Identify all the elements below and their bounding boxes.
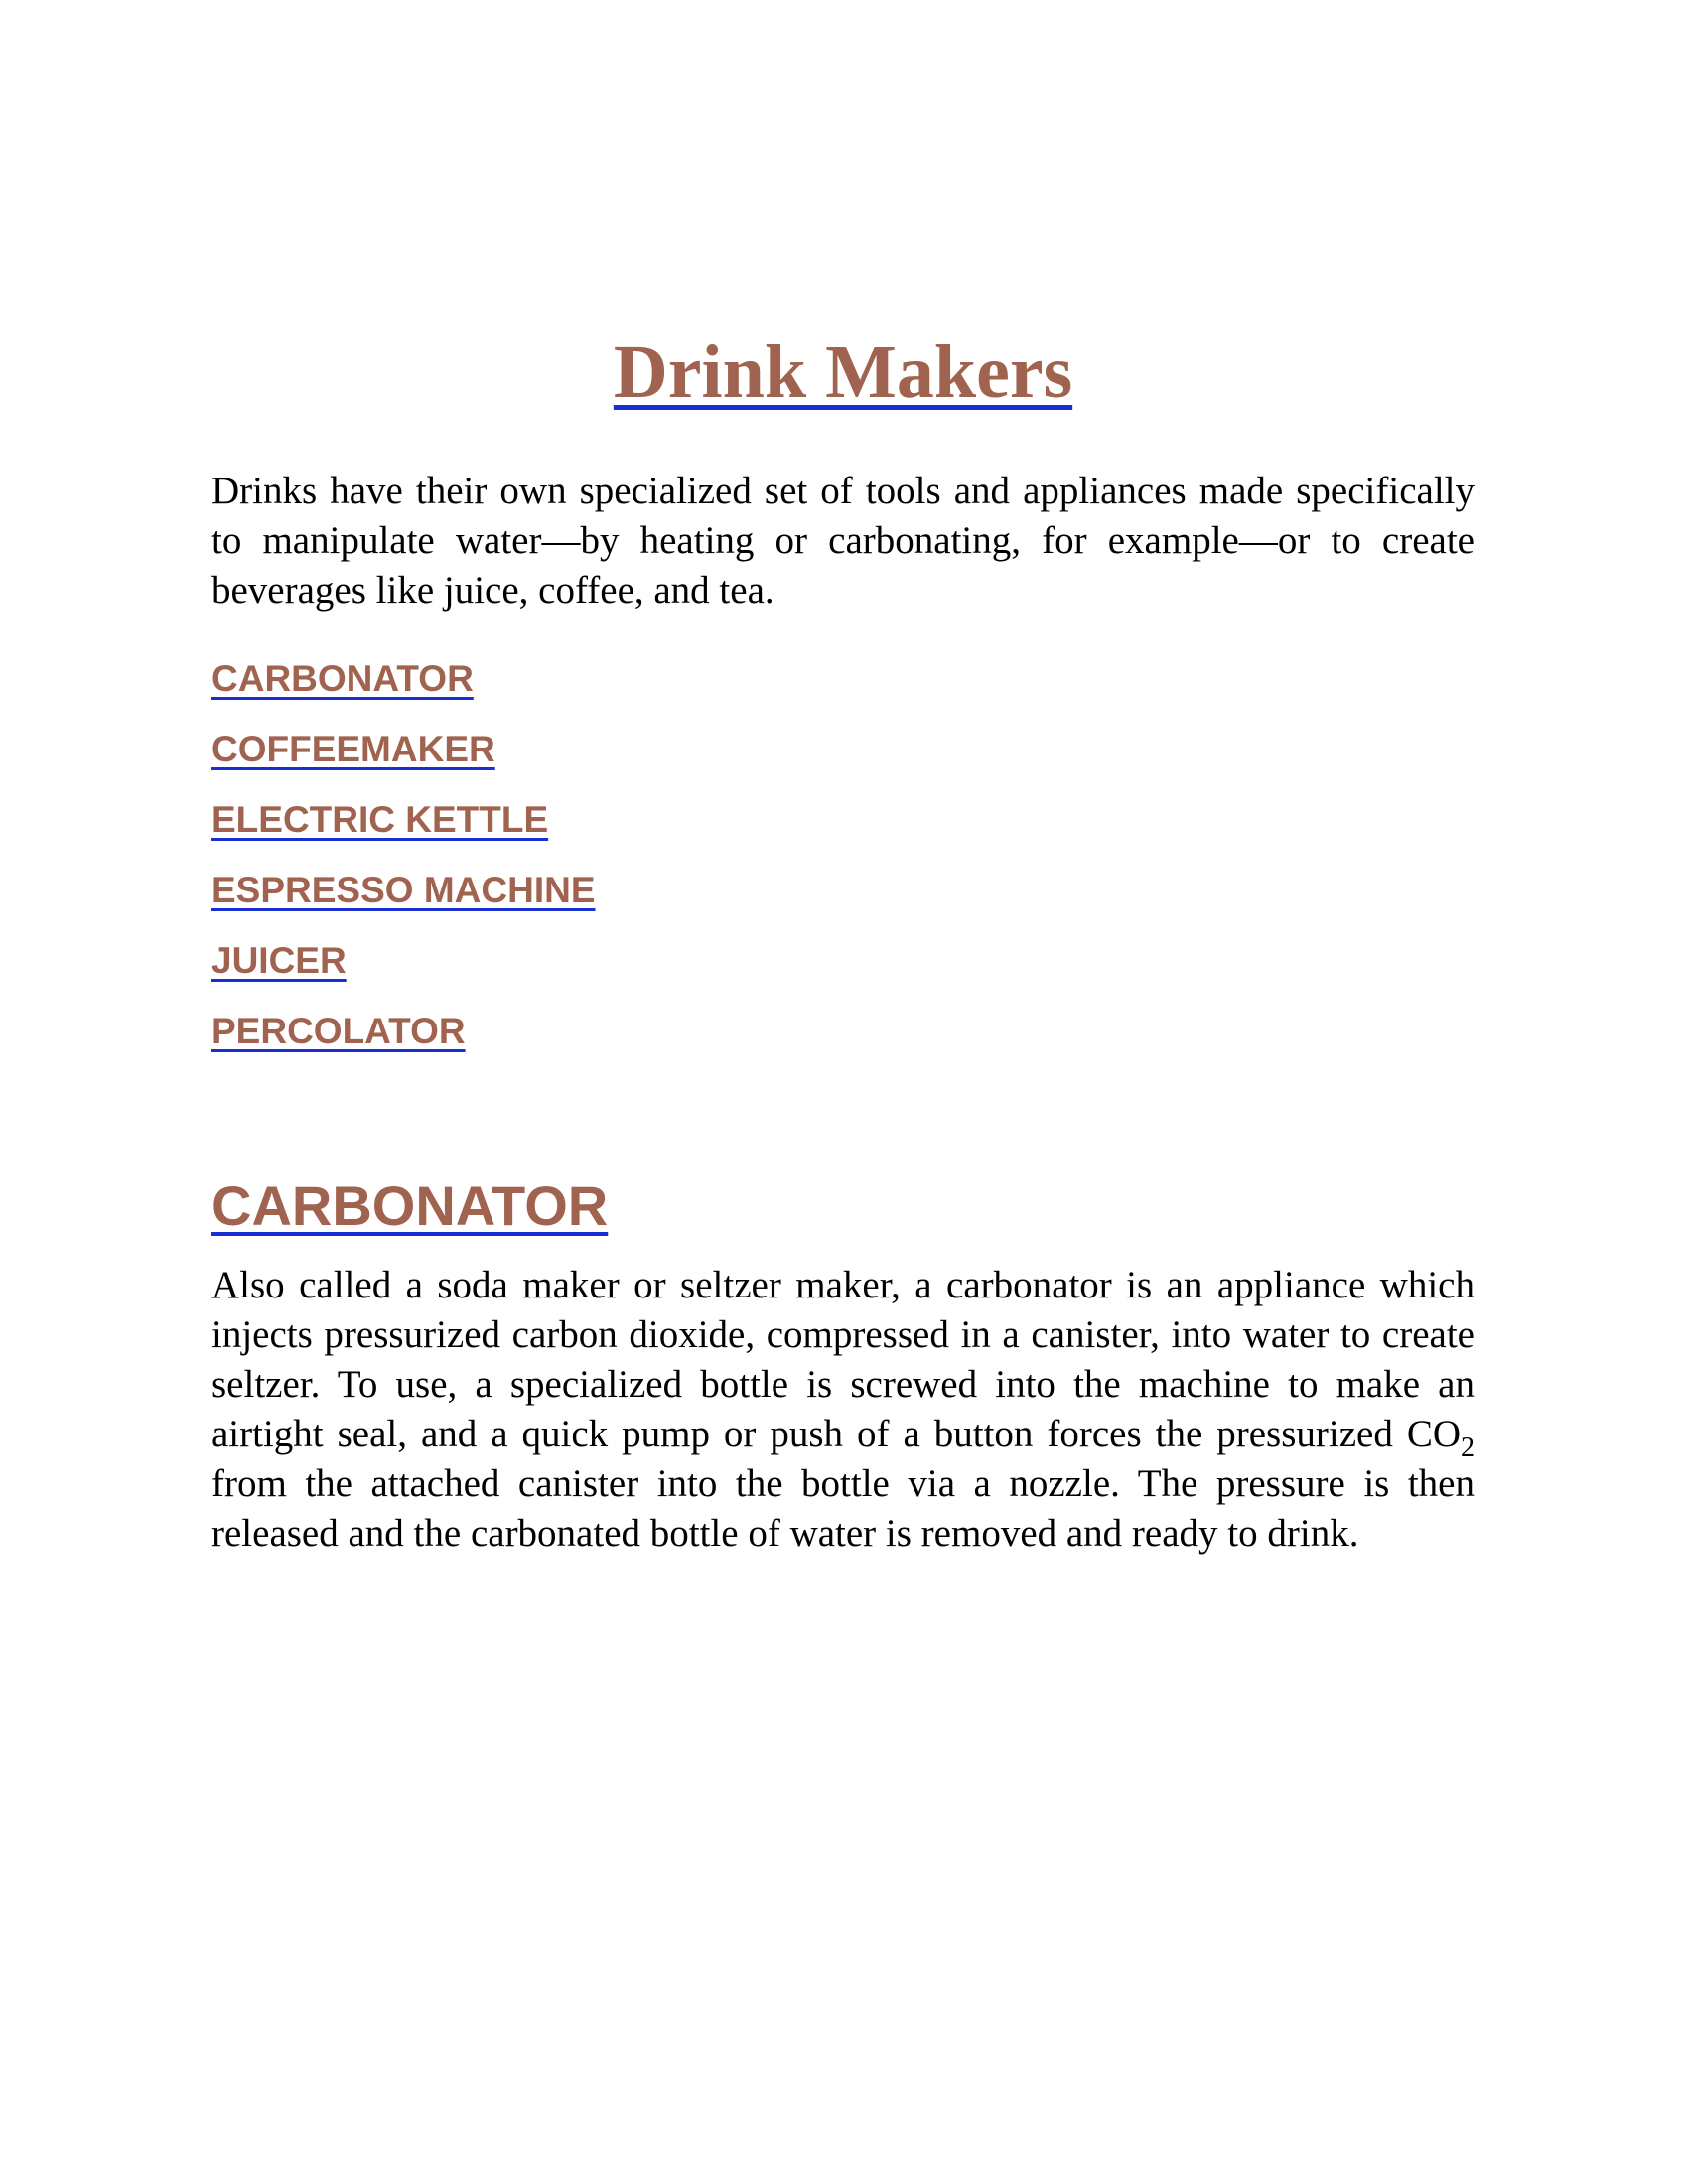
page-title-text: Drink Makers [613, 331, 1073, 414]
table-of-contents [211, 655, 596, 1078]
toc-link-juicer[interactable]: JUICER [211, 940, 347, 981]
section-body-paragraph [211, 1261, 1475, 1559]
toc-link-percolator[interactable]: PERCOLATOR [211, 1011, 466, 1051]
toc-link-electric-kettle[interactable]: ELECTRIC KETTLE [211, 799, 549, 840]
toc-item [211, 796, 596, 867]
section-body-part-1: Also called a soda maker or seltzer maker, a carbonator is an appliance which injects pressurized carbon dioxide, compressed in a canister, into water to create seltzer. To use, a specialized bottle is screwed into the machine to make an airtight seal, and a quick pump or push of a button forces the pressurized CO [211, 1264, 1475, 1455]
intro-paragraph: Drinks have their own specialized set of tools and appliances made specifically to manipulate water—by heating or carbonating, for example—or to create beverages like juice, coffee, and tea. [211, 470, 1475, 612]
toc-item [211, 726, 596, 796]
section-heading-carbonator [211, 1171, 608, 1241]
document-page [211, 0, 1475, 2184]
toc-link-espresso-machine[interactable]: ESPRESSO MACHINE [211, 870, 596, 910]
toc-link-coffeemaker[interactable]: COFFEEMAKER [211, 729, 495, 769]
page-title [211, 328, 1475, 417]
section-body-part-2: from the attached canister into the bottle via a nozzle. The pressure is then released and the carbonated bottle of water is removed and ready to drink. [211, 1462, 1475, 1555]
toc-item [211, 867, 596, 937]
toc-item [211, 1008, 596, 1078]
toc-item [211, 937, 596, 1008]
toc-link-carbonator[interactable]: CARBONATOR [211, 658, 474, 699]
co2-subscript: 2 [1461, 1433, 1475, 1463]
section-heading-text: CARBONATOR [211, 1174, 609, 1237]
toc-item [211, 655, 596, 726]
